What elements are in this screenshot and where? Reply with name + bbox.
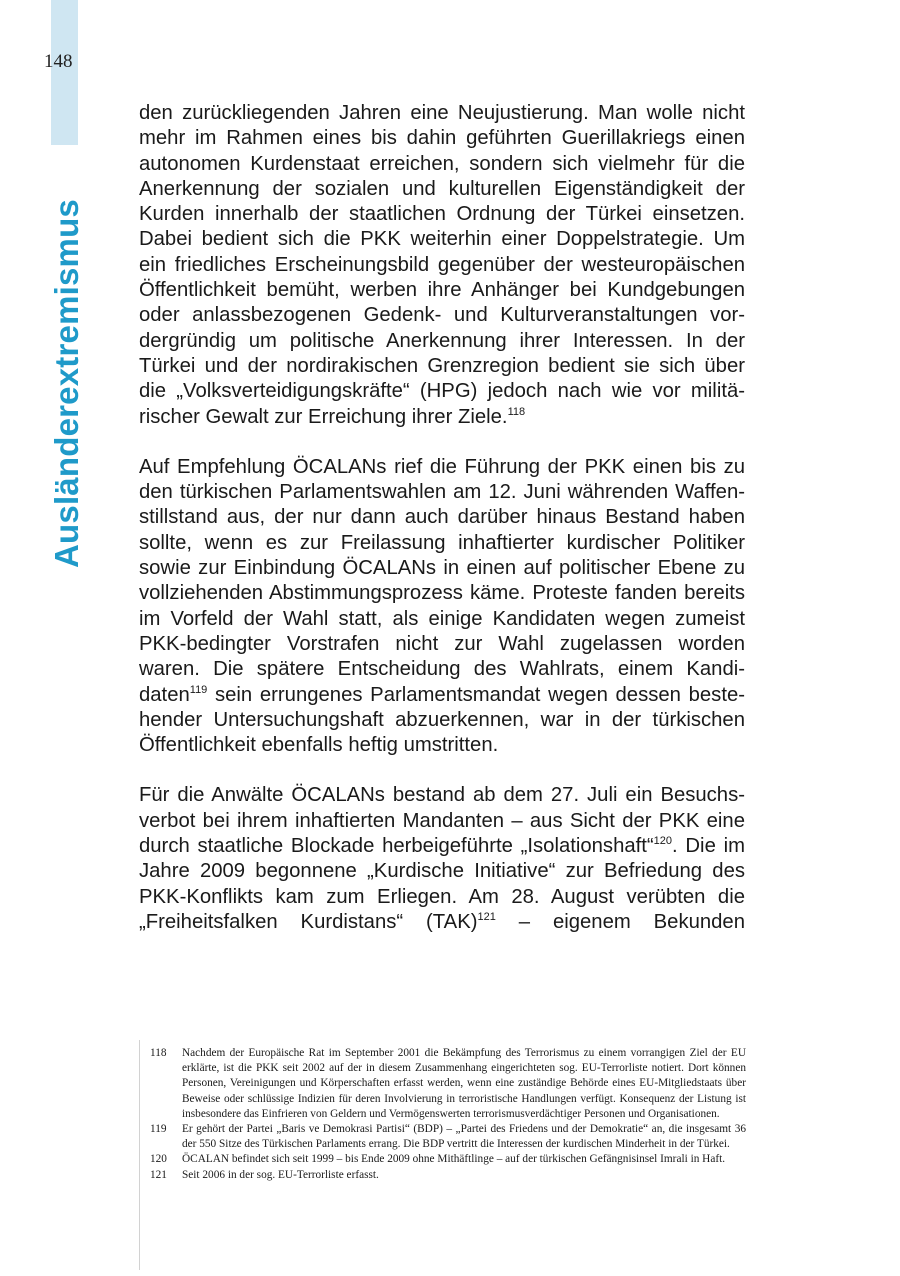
- footnote-number: 118: [150, 1047, 167, 1059]
- footnote-number: 119: [150, 1123, 167, 1136]
- footnote-ref[interactable]: 121: [477, 911, 496, 924]
- paragraph-text: den zurückliegenden Jahren eine Neujustierung. Man wolle nicht mehr im Rahmen eines bis dahin geführten Guerillakriegs einen autonomen Kurdenstaat erreichen, sondern sich vielmehr für die Anerkennung der sozialen und kulturellen Eigenständigkeit der Kurden innerhalb der staatlichen Ordnung der Türkei einsetzen. Dabei bedient sich die PKK weiterhin einer Doppelstrategie. Um ein friedliches Erscheinungsbild gegenüber der westeuropäischen Öffentlichkeit bemüht, werben ihre Anhänger bei Kundgebungen oder anlassbezogenen Gedenk- und Kulturveranstaltungen vordergründig um politische Anerkennung ihrer Interessen. In der Türkei und der nordirakischen Grenzregion bedient sie sich über die „Volksverteidigungskräfte“ (HPG) jedoch nach wie vor militärischer Gewalt zur Erreichung ihrer Ziele.: [139, 102, 745, 428]
- footnote-ref[interactable]: 119: [189, 683, 208, 696]
- footnote-ref[interactable]: 118: [507, 405, 526, 418]
- footnote-text: ÖCALAN befindet sich seit 1999 – bis Ende 2009 ohne Mithäftlinge – auf der türkischen Gefängnisinsel Imrali in Haft.: [182, 1153, 726, 1166]
- paragraph-1: [139, 101, 745, 430]
- paragraph-text: Für die Anwälte ÖCALANs bestand ab dem 27. Juli ein Besuchsverbot bei ihrem inhaftierten Mandanten – aus Sicht der PKK eine durch staatliche Blockade herbeigeführte „Isolationshaft“: [139, 784, 745, 858]
- paragraph-2: [139, 455, 745, 759]
- footnote-item: [150, 1122, 746, 1152]
- footnote-item: [150, 1168, 746, 1183]
- footnotes: [150, 1046, 746, 1183]
- paragraph-text: . Die im Jahre 2009 begonnene „Kurdische Initiative“ zur Befriedung des PKK-Konflikts kam zum Erliegen. Am 28. August verübten die „Freiheitsfalken Kurdistans“ (TAK): [139, 835, 745, 933]
- body-text: [139, 101, 745, 960]
- footnote-text: Seit 2006 in der sog. EU-Terrorliste erfasst.: [182, 1168, 379, 1181]
- footnote-number: 121: [150, 1168, 167, 1181]
- footnote-rule: [139, 1040, 140, 1270]
- footnote-number: 120: [150, 1153, 167, 1166]
- paragraph-3: [139, 783, 745, 935]
- page-number: 148: [44, 51, 73, 72]
- paragraph-text: sein errungenes Parlamentsmandat wegen dessen bestehender Untersuchungshaft abzuerkennen, war in der türkischen Öffentlichkeit ebenfalls heftig umstritten.: [139, 683, 745, 757]
- section-title: Ausländerextremismus: [48, 199, 85, 568]
- footnote-item: [150, 1046, 746, 1122]
- footnote-text: Nachdem der Europäische Rat im September 2001 die Bekämpfung des Terrorismus zu einem vorrangigen Ziel der EU erklärte, ist die PKK seit 2002 auf der in diesem Zusammenhang eingerichteten sog. EU-Terrorliste notiert. Dort können Personen, Vereinigungen und Körperschaften erfasst werden, wenn eine zuständige Behörde eines EU-Mitgliedstaats über Beweise oder schlüssige Indizien für deren Involvierung in terroristische Handlungen verfügt. Konsequenz der Listung ist insbesondere das Einfrieren von Geldern und Vermögenswerten terrorismusverdächtiger Personen und Organisationen.: [182, 1047, 746, 1120]
- footnote-ref[interactable]: 120: [653, 835, 673, 848]
- paragraph-text: – eigenem Bekunden: [495, 910, 745, 933]
- footnote-item: [150, 1152, 746, 1167]
- paragraph-text: Auf Empfehlung ÖCALANs rief die Führung der PKK einen bis zu den türkischen Parlamentswahlen am 12. Juni währenden Waffenstillstand aus, der nur dann auch darüber hinaus Bestand haben sollte, wenn es zur Freilassung inhaftierter kurdischer Politiker sowie zur Einbindung ÖCALANs in einen auf politischer Ebene zu vollziehenden Abstimmungsprozess käme. Proteste fanden bereits im Vorfeld der Wahl statt, als einige Kandidaten wegen zumeist PKK-bedingter Vorstrafen nicht zur Wahl zugelassen worden waren. Die spätere Entscheidung des Wahlrats, einem Kandidaten: [139, 455, 745, 706]
- footnote-text: Er gehört der Partei „Baris ve Demokrasi Partisi“ (BDP) – „Partei des Friedens und der Demokratie“ an, die insgesamt 36 der 550 Sitze des Türkischen Parlaments errang. Die BDP vertritt die Interessen der kurdischen Minderheit in der Türkei.: [182, 1123, 746, 1151]
